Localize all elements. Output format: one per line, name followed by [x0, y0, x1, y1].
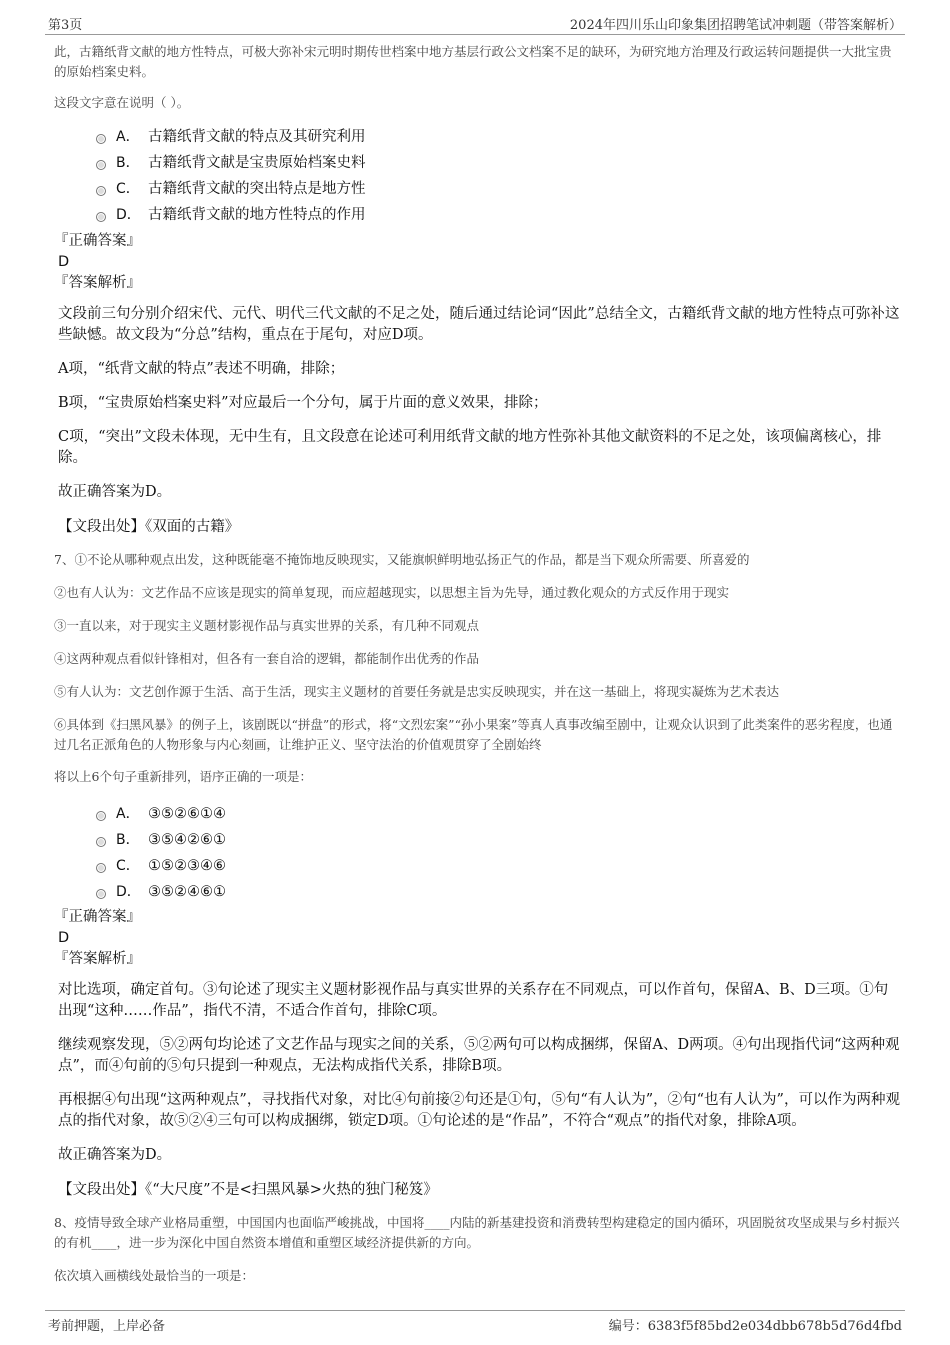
- q6-analysis-label: 『答案解析』: [54, 275, 141, 291]
- q6-prompt: 这段文字意在说明（ ）。: [54, 95, 190, 110]
- q7-sentence: 7、①不论从哪种观点出发，这种既能毫不掩饰地反映现实，又能旗帜鲜明地弘扬正气的作品，都是当下观众所需要、所喜爱的: [54, 552, 750, 567]
- q6-option-c[interactable]: [96, 176, 902, 202]
- q6-option-d[interactable]: [96, 202, 902, 228]
- option-letter: C．: [116, 858, 140, 874]
- option-letter: B．: [116, 155, 140, 171]
- radio-icon[interactable]: [96, 837, 106, 847]
- q6-option-a[interactable]: [96, 124, 902, 150]
- option-letter: B．: [116, 832, 140, 848]
- radio-icon[interactable]: [96, 863, 106, 873]
- q7-answer-label: 『正确答案』: [54, 909, 141, 925]
- q7-option-a[interactable]: [96, 801, 902, 827]
- radio-icon[interactable]: [96, 212, 106, 222]
- q7-source: 【文段出处】《“大尺度”不是<扫黑风暴>火热的独门秘笈》: [58, 1182, 438, 1198]
- q6-source: 【文段出处】《双面的古籍》: [58, 519, 240, 535]
- q6-analysis-para: 文段前三句分别介绍宋代、元代、明代三代文献的不足之处，随后通过结论词“因此”总结全文，古籍纸背文献的地方性特点可弥补这些缺憾。故文段为“分总”结构，重点在于尾句，对应D项。: [58, 306, 900, 343]
- q6-option-b[interactable]: [96, 150, 902, 176]
- option-text: 古籍纸背文献的突出特点是地方性: [148, 181, 366, 197]
- q6-analysis-para: B项，“宝贵原始档案史料”对应最后一个分句，属于片面的意义效果，排除；: [58, 395, 548, 411]
- radio-icon[interactable]: [96, 160, 106, 170]
- q7-sentence: ⑤有人认为：文艺创作源于生活、高于生活，现实主义题材的首要任务就是忠实反映现实，并在这一基础上，将现实凝炼为艺术表达: [54, 684, 780, 699]
- option-text: ③⑤④②⑥①: [148, 832, 226, 848]
- page-number: 第3页: [48, 18, 83, 33]
- option-text: 古籍纸背文献是宝贵原始档案史料: [148, 155, 366, 171]
- q7-analysis-para: 继续观察发现，⑤②两句均论述了文艺作品与现实之间的关系，⑤②两句可以构成捆绑，保留A、D两项。④句出现指代词“这两种观点”，而④句前的⑤句只提到一种观点，无法构成指代关系，排除B项。: [58, 1037, 900, 1074]
- q6-analysis-para: 故正确答案为D。: [58, 484, 172, 500]
- option-text: 古籍纸背文献的特点及其研究利用: [148, 129, 366, 145]
- radio-icon[interactable]: [96, 889, 106, 899]
- option-text: ①⑤②③④⑥: [148, 858, 226, 874]
- q7-analysis-para: 对比选项，确定首句。③句论述了现实主义题材影视作品与真实世界的关系存在不同观点，可以作首句，保留A、B、D三项。①句出现“这种……作品”，指代不清，不适合作首句，排除C项。: [58, 982, 889, 1019]
- footer-slogan: 考前押题，上岸必备: [48, 1319, 166, 1334]
- radio-icon[interactable]: [96, 134, 106, 144]
- q8-text: 8、疫情导致全球产业格局重塑，中国国内也面临严峻挑战，中国将____内陆的新基建投资和消费转型构建稳定的国内循环，巩固脱贫攻坚成果与乡村振兴的有机____，进一步为深化中国自然资本增值和重塑区域经济提供新的方向。: [54, 1215, 900, 1250]
- q7-sentence: ③一直以来，对于现实主义题材影视作品与真实世界的关系，有几种不同观点: [54, 618, 480, 633]
- page-header: [45, 12, 905, 35]
- q7-answer: D: [58, 930, 70, 946]
- option-letter: C．: [116, 181, 140, 197]
- q8-prompt: 依次填入画横线处最恰当的一项是：: [54, 1268, 255, 1283]
- option-letter: A．: [116, 806, 140, 822]
- q6-analysis-para: C项，“突出”文段未体现，无中生有，且文段意在论述可利用纸背文献的地方性弥补其他文献资料的不足之处，该项偏离核心，排除。: [58, 429, 882, 466]
- q6-analysis-para: A项，“纸背文献的特点”表述不明确，排除；: [58, 361, 345, 377]
- option-text: 古籍纸背文献的地方性特点的作用: [148, 207, 366, 223]
- q7-option-c[interactable]: [96, 853, 902, 879]
- q7-analysis-para: 故正确答案为D。: [58, 1147, 172, 1163]
- q7-sentence: ②也有人认为：文艺作品不应该是现实的简单复现，而应超越现实，以思想主旨为先导，通过教化观众的方式反作用于现实: [54, 585, 730, 600]
- q7-prompt: 将以上6个句子重新排列，语序正确的一项是：: [54, 769, 312, 784]
- page-footer: [45, 1310, 905, 1334]
- document-title: 2024年四川乐山印象集团招聘笔试冲刺题（带答案解析）: [569, 18, 902, 33]
- q6-answer: D: [58, 254, 70, 270]
- q7-analysis-label: 『答案解析』: [54, 951, 141, 967]
- radio-icon[interactable]: [96, 186, 106, 196]
- q6-answer-label: 『正确答案』: [54, 233, 141, 249]
- q6-passage-tail: 此，古籍纸背文献的地方性特点，可极大弥补宋元明时期传世档案中地方基层行政公文档案不足的缺环，为研究地方治理及行政运转问题提供一大批宝贵的原始档案史料。: [54, 44, 892, 79]
- q7-analysis-para: 再根据④句出现“这两种观点”，寻找指代对象，对比④句前接②句还是①句，⑤句“有人认为”，②句“也有人认为”，可以作为两种观点的指代对象，故⑤②④三句可以构成捆绑，锁定D项。①句论述的是“作品”，不符合“观点”的指代对象，排除A项。: [58, 1092, 900, 1129]
- document-id: 编号：6383f5f85bd2e034dbb678b5d76d4fbd: [608, 1319, 902, 1334]
- q7-sentence: ④这两种观点看似针锋相对，但各有一套自洽的逻辑，都能制作出优秀的作品: [54, 651, 480, 666]
- option-letter: D．: [116, 207, 141, 223]
- q7-options: [96, 801, 902, 905]
- q7-option-d[interactable]: [96, 879, 902, 905]
- option-letter: A．: [116, 129, 140, 145]
- radio-icon[interactable]: [96, 811, 106, 821]
- option-letter: D．: [116, 884, 141, 900]
- option-text: ③⑤②⑥①④: [148, 806, 226, 822]
- page-content: [54, 40, 902, 1286]
- q6-options: [96, 124, 902, 228]
- q7-option-b[interactable]: [96, 827, 902, 853]
- q7-sentence: ⑥具体到《扫黑风暴》的例子上，该剧既以“拼盘”的形式，将“文烈宏案”“孙小果案”等真人真事改编至剧中，让观众认识到了此类案件的恶劣程度，也通过几名正派角色的人物形象与内心刻画，让维护正义、坚守法治的价值观贯穿了全剧始终: [54, 717, 893, 752]
- option-text: ③⑤②④⑥①: [148, 884, 226, 900]
